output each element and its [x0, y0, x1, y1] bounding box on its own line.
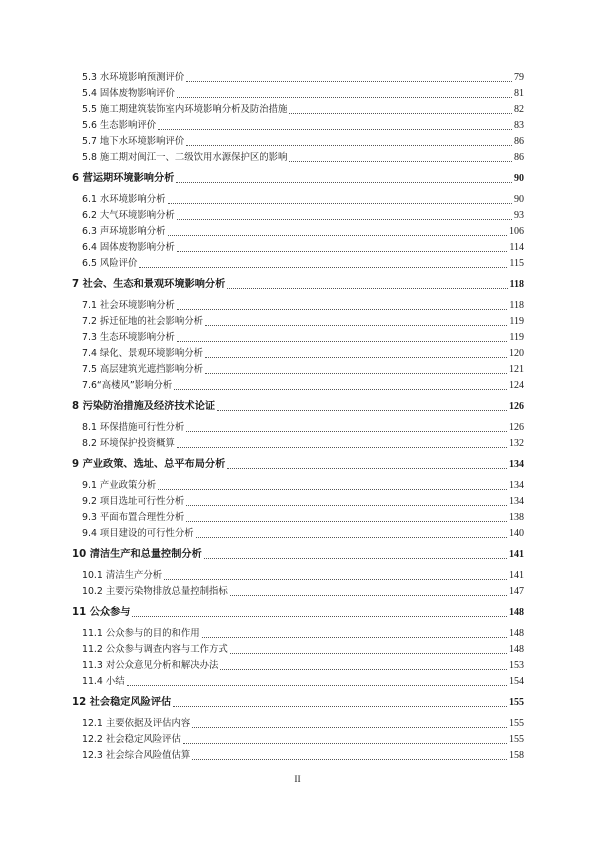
toc-entry-page: 155	[509, 734, 524, 745]
toc-entry-page: 154	[509, 676, 524, 687]
toc-entry-title: 10 清洁生产和总量控制分析	[72, 549, 202, 560]
table-of-contents	[72, 70, 524, 764]
toc-entry-title: 10.2 主要污染物排放总量控制指标	[82, 586, 228, 597]
toc-section-entry[interactable]	[72, 192, 524, 208]
toc-entry-page: 153	[509, 660, 524, 671]
toc-entry-page: 120	[509, 348, 524, 359]
toc-chapter-entry[interactable]	[72, 695, 524, 711]
dot-leader	[289, 112, 512, 114]
toc-section-entry[interactable]	[72, 526, 524, 542]
toc-entry-title: 5.3 水环境影响预测评价	[82, 72, 185, 83]
dot-leader	[205, 324, 507, 326]
dot-leader	[174, 388, 507, 390]
dot-leader	[177, 96, 512, 98]
dot-leader	[186, 144, 512, 146]
toc-entry-title: 8.2 环境保护投资概算	[82, 438, 175, 449]
toc-section-entry[interactable]	[72, 314, 524, 330]
toc-section-entry[interactable]	[72, 674, 524, 690]
toc-entry-title: 9.1 产业政策分析	[82, 480, 157, 491]
toc-section-entry[interactable]	[72, 224, 524, 240]
dot-leader	[202, 636, 507, 638]
toc-section-entry[interactable]	[72, 658, 524, 674]
toc-entry-title: 6.1 水环境影响分析	[82, 194, 166, 205]
toc-entry-page: 141	[509, 549, 524, 560]
toc-entry-page: 138	[509, 512, 524, 523]
toc-entry-page: 86	[514, 152, 524, 163]
toc-entry-page: 155	[509, 697, 524, 708]
dot-leader	[158, 128, 512, 130]
toc-entry-title: 12.3 社会综合风险值估算	[82, 750, 191, 761]
dot-leader	[196, 536, 507, 538]
toc-entry-page: 90	[514, 173, 524, 184]
dot-leader	[177, 340, 507, 342]
toc-chapter-entry[interactable]	[72, 171, 524, 187]
toc-entry-page: 90	[514, 194, 524, 205]
toc-section-entry[interactable]	[72, 716, 524, 732]
dot-leader	[132, 615, 507, 617]
toc-entry-title: 7.3 生态环境影响分析	[82, 332, 175, 343]
toc-entry-page: 126	[509, 401, 524, 412]
toc-entry-title: 7.6“高楼风”影响分析	[82, 380, 173, 391]
toc-entry-page: 82	[514, 104, 524, 115]
toc-section-entry[interactable]	[72, 436, 524, 452]
toc-section-entry[interactable]	[72, 298, 524, 314]
toc-entry-page: 134	[509, 459, 524, 470]
toc-entry-title: 12 社会稳定风险评估	[72, 697, 172, 708]
toc-section-entry[interactable]	[72, 70, 524, 86]
toc-section-entry[interactable]	[72, 330, 524, 346]
toc-entry-title: 11.3 对公众意见分析和解决办法	[82, 660, 219, 671]
toc-entry-title: 7.5 高层建筑光遮挡影响分析	[82, 364, 204, 375]
toc-section-entry[interactable]	[72, 208, 524, 224]
dot-leader	[289, 160, 512, 162]
toc-entry-title: 7.1 社会环境影响分析	[82, 300, 175, 311]
toc-entry-page: 83	[514, 120, 524, 131]
toc-section-entry[interactable]	[72, 256, 524, 272]
toc-entry-title: 12.1 主要依据及评估内容	[82, 718, 191, 729]
toc-section-entry[interactable]	[72, 626, 524, 642]
toc-entry-title: 5.8 施工期对闽江一、二级饮用水源保护区的影响	[82, 152, 288, 163]
toc-entry-page: 79	[514, 72, 524, 83]
toc-entry-page: 118	[509, 300, 524, 311]
toc-entry-title: 5.6 生态影响评价	[82, 120, 157, 131]
toc-section-entry[interactable]	[72, 568, 524, 584]
toc-entry-page: 155	[509, 718, 524, 729]
dot-leader	[158, 488, 507, 490]
toc-entry-title: 10.1 清洁生产分析	[82, 570, 163, 581]
dot-leader	[186, 80, 512, 82]
toc-section-entry[interactable]	[72, 346, 524, 362]
toc-entry-page: 86	[514, 136, 524, 147]
toc-entry-page: 124	[509, 380, 524, 391]
dot-leader	[192, 726, 507, 728]
toc-entry-title: 9 产业政策、选址、总平布局分析	[72, 459, 226, 470]
toc-section-entry[interactable]	[72, 478, 524, 494]
toc-entry-title: 8 污染防治措施及经济技术论证	[72, 401, 216, 412]
dot-leader	[220, 668, 507, 670]
toc-section-entry[interactable]	[72, 240, 524, 256]
toc-entry-title: 5.4 固体废物影响评价	[82, 88, 175, 99]
toc-entry-title: 8.1 环保措施可行性分析	[82, 422, 185, 433]
toc-entry-title: 9.4 项目建设的可行性分析	[82, 528, 194, 539]
toc-section-entry[interactable]	[72, 362, 524, 378]
toc-section-entry[interactable]	[72, 584, 524, 600]
toc-entry-title: 11 公众参与	[72, 607, 131, 618]
toc-entry-page: 134	[509, 496, 524, 507]
dot-leader	[192, 758, 507, 760]
toc-section-entry[interactable]	[72, 118, 524, 134]
toc-entry-page: 141	[509, 570, 524, 581]
toc-entry-title: 9.2 项目选址可行性分析	[82, 496, 185, 507]
toc-entry-title: 6.4 固体废物影响分析	[82, 242, 175, 253]
dot-leader	[186, 430, 507, 432]
toc-entry-page: 148	[509, 628, 524, 639]
toc-entry-page: 106	[509, 226, 524, 237]
dot-leader	[127, 684, 507, 686]
dot-leader	[217, 409, 507, 411]
toc-chapter-entry[interactable]	[72, 457, 524, 473]
toc-chapter-entry[interactable]	[72, 399, 524, 415]
toc-entry-title: 11.1 公众参与的目的和作用	[82, 628, 200, 639]
toc-entry-title: 11.4 小结	[82, 676, 125, 687]
page-number: II	[294, 775, 301, 785]
dot-leader	[186, 504, 507, 506]
dot-leader	[168, 202, 512, 204]
dot-leader	[176, 181, 512, 183]
dot-leader	[177, 446, 507, 448]
dot-leader	[177, 218, 512, 220]
toc-entry-title: 12.2 社会稳定风险评估	[82, 734, 181, 745]
toc-section-entry[interactable]	[72, 102, 524, 118]
toc-entry-title: 11.2 公众参与调查内容与工作方式	[82, 644, 228, 655]
toc-entry-title: 7.2 拆迁征地的社会影响分析	[82, 316, 204, 327]
toc-section-entry[interactable]	[72, 748, 524, 764]
toc-entry-page: 126	[509, 422, 524, 433]
toc-entry-title: 5.7 地下水环境影响评价	[82, 136, 185, 147]
toc-section-entry[interactable]	[72, 732, 524, 748]
toc-section-entry[interactable]	[72, 378, 524, 394]
toc-entry-page: 134	[509, 480, 524, 491]
toc-entry-title: 6.5 风险评价	[82, 258, 138, 269]
toc-chapter-entry[interactable]	[72, 605, 524, 621]
toc-section-entry[interactable]	[72, 150, 524, 166]
dot-leader	[205, 356, 507, 358]
dot-leader	[177, 250, 507, 252]
dot-leader	[227, 287, 507, 289]
toc-entry-page: 118	[509, 279, 524, 290]
toc-entry-page: 132	[509, 438, 524, 449]
dot-leader	[205, 372, 507, 374]
toc-section-entry[interactable]	[72, 134, 524, 150]
dot-leader	[204, 557, 507, 559]
toc-section-entry[interactable]	[72, 642, 524, 658]
toc-section-entry[interactable]	[72, 510, 524, 526]
dot-leader	[168, 234, 507, 236]
dot-leader	[164, 578, 507, 580]
toc-entry-title: 9.3 平面布置合理性分析	[82, 512, 185, 523]
toc-entry-title: 6.3 声环境影响分析	[82, 226, 166, 237]
toc-section-entry[interactable]	[72, 494, 524, 510]
dot-leader	[173, 705, 507, 707]
toc-chapter-entry[interactable]	[72, 277, 524, 293]
toc-entry-title: 7 社会、生态和景观环境影响分析	[72, 279, 226, 290]
dot-leader	[186, 520, 507, 522]
toc-section-entry[interactable]	[72, 420, 524, 436]
toc-entry-page: 147	[509, 586, 524, 597]
toc-entry-page: 119	[509, 332, 524, 343]
toc-entry-page: 81	[514, 88, 524, 99]
dot-leader	[139, 266, 507, 268]
toc-entry-title: 6 营运期环境影响分析	[72, 173, 175, 184]
toc-section-entry[interactable]	[72, 86, 524, 102]
toc-entry-page: 158	[509, 750, 524, 761]
toc-entry-page: 93	[514, 210, 524, 221]
toc-entry-page: 140	[509, 528, 524, 539]
toc-entry-page: 119	[509, 316, 524, 327]
toc-entry-page: 115	[509, 258, 524, 269]
toc-entry-page: 148	[509, 644, 524, 655]
toc-entry-page: 121	[509, 364, 524, 375]
dot-leader	[177, 308, 507, 310]
dot-leader	[183, 742, 507, 744]
toc-entry-title: 7.4 绿化、景观环境影响分析	[82, 348, 204, 359]
toc-entry-title: 6.2 大气环境影响分析	[82, 210, 175, 221]
dot-leader	[230, 594, 507, 596]
toc-chapter-entry[interactable]	[72, 547, 524, 563]
toc-entry-page: 114	[509, 242, 524, 253]
dot-leader	[230, 652, 507, 654]
toc-entry-title: 5.5 施工期建筑装饰室内环境影响分析及防治措施	[82, 104, 288, 115]
toc-entry-page: 148	[509, 607, 524, 618]
dot-leader	[227, 467, 507, 469]
